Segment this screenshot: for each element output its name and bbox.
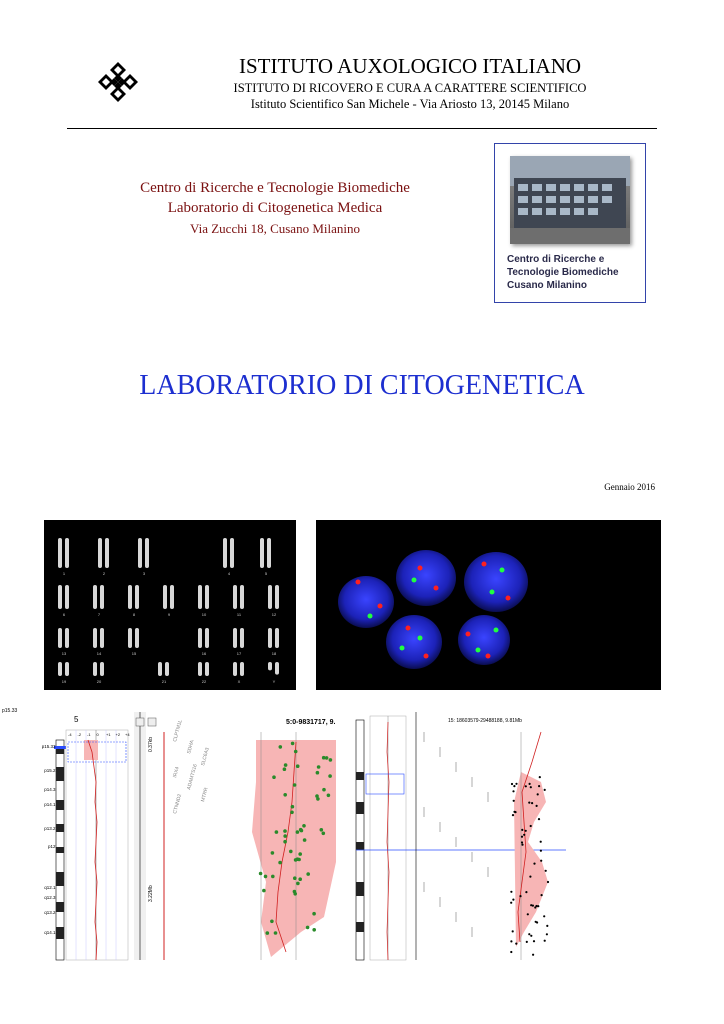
probe-point — [525, 785, 527, 787]
nucleus-4 — [386, 615, 442, 669]
chromosome-pair-Y — [268, 662, 279, 675]
probe-point — [299, 828, 303, 832]
chromosome-label-17: 17 — [236, 651, 242, 656]
probe-point — [514, 811, 516, 813]
probe-point — [327, 794, 331, 798]
chromosome-pair-1 — [58, 538, 69, 568]
band-label-p14.1: p14.1 — [44, 802, 56, 807]
probe-point — [283, 834, 287, 838]
probe-point — [262, 889, 266, 893]
chromosome-label-7: 7 — [97, 612, 101, 617]
chromosome-pair-14 — [93, 628, 104, 648]
band-label-p12: p12 — [47, 844, 56, 849]
array-cgh-plot-chr15 — [356, 712, 566, 960]
chromosome-label-3: 3 — [142, 571, 146, 576]
probe-point — [312, 928, 316, 932]
probe-point — [521, 844, 523, 846]
chromosome-label-10: 10 — [201, 612, 207, 617]
probe-point — [283, 767, 287, 771]
probe-point — [512, 814, 514, 816]
probe-point — [533, 940, 535, 942]
probe-point — [279, 745, 283, 749]
probe-point — [531, 802, 533, 804]
probe-point — [515, 783, 517, 785]
karyotype-chromosomes — [44, 520, 296, 690]
chromosome-label-20: 20 — [96, 679, 102, 684]
probe-point — [540, 860, 542, 862]
array-chromosome-label: 5 — [74, 715, 79, 724]
probe-point — [264, 875, 268, 879]
array2-position-label: 15: 18603579-29488188, 9.81Mb — [448, 718, 522, 724]
building-photo-card — [494, 143, 646, 303]
probe-point — [302, 824, 306, 828]
chromosome-label-11: 11 — [236, 612, 242, 617]
probe-point — [306, 872, 310, 876]
probe-point — [283, 793, 287, 797]
probe-point — [546, 925, 548, 927]
axis-tick-1: -2 — [77, 732, 82, 737]
probe-point — [325, 756, 329, 760]
chromosome-pair-18 — [268, 628, 279, 648]
chromosome-label-6: 6 — [62, 612, 66, 617]
nucleus-1 — [338, 576, 394, 628]
chromosome-pair-12 — [268, 585, 279, 609]
probe-point — [513, 800, 515, 802]
probe-point — [530, 904, 532, 906]
probe-point — [519, 895, 521, 897]
chromosome-label-Y: Y — [272, 679, 276, 684]
chromosome-pair-4 — [223, 538, 234, 568]
probe-point — [274, 931, 278, 935]
chromosome-label-5: 5 — [264, 571, 268, 576]
document-title: LABORATORIO DI CITOGENETICA — [139, 370, 585, 401]
gene-label-IRX4: IRX4 — [172, 766, 181, 779]
probe-point — [270, 920, 274, 924]
institute-address: Istituto Scientifico San Michele - Via Ariosto 13, 20145 Milano — [250, 97, 570, 111]
probe-point — [521, 829, 523, 831]
probe-point — [528, 933, 530, 935]
probe-point — [540, 850, 542, 852]
array-plot-2 — [356, 712, 566, 960]
probe-point — [541, 894, 543, 896]
band-label-p13.2: p13.2 — [44, 826, 56, 831]
chromosome-pair-X — [233, 662, 244, 676]
array-cgh-plot-chr5 — [2, 708, 346, 960]
chromosome-pair-22 — [198, 662, 209, 676]
gene-label-CTNND2: CTNND2 — [172, 793, 184, 815]
probe-point — [284, 763, 288, 767]
axis-tick-5: +2 — [115, 732, 121, 737]
probe-point — [322, 832, 326, 836]
array-position-label: 5:0-9831717, 9. — [286, 719, 336, 726]
probe-point — [512, 899, 514, 901]
probe-point — [328, 774, 332, 778]
gene-label-SLC6A3: SLC6A3 — [200, 746, 211, 767]
probe-point — [315, 794, 319, 798]
chromosome-pair-17 — [233, 628, 244, 648]
probe-point — [539, 776, 541, 778]
chromosome-label-2: 2 — [102, 571, 106, 576]
chromosome-label-8: 8 — [132, 612, 136, 617]
chromosome-label-22: 22 — [201, 679, 207, 684]
lab-name: Laboratorio di Citogenetica Medica — [167, 200, 383, 216]
chromosome-pair-20 — [93, 662, 104, 676]
gene-label-MTRR: MTRR — [200, 787, 210, 803]
probe-point — [510, 940, 512, 942]
probe-point — [271, 875, 275, 879]
institute-logo-icon — [96, 60, 140, 104]
probe-point — [512, 790, 514, 792]
chromosome-pair-21 — [158, 662, 169, 676]
nucleus-2 — [396, 550, 456, 606]
probe-point — [293, 876, 297, 880]
chromosome-label-1: 1 — [62, 571, 66, 576]
probe-point — [547, 881, 549, 883]
chromosome-pair-5 — [260, 538, 271, 568]
axis-tick-3: 0 — [96, 732, 99, 737]
chromosome-label-16: 16 — [201, 651, 207, 656]
probe-point — [291, 742, 295, 746]
probe-point — [521, 841, 523, 843]
centre-name: Centro di Ricerche e Tecnologie Biomediche — [140, 180, 410, 196]
nucleus-5 — [458, 615, 510, 665]
probe-point — [283, 829, 287, 833]
probe-point — [530, 825, 532, 827]
band-label-q12.1: q12.1 — [44, 885, 56, 890]
probe-point — [296, 882, 300, 886]
probe-point — [526, 941, 528, 943]
chromosome-label-4: 4 — [227, 571, 231, 576]
nucleus-3 — [464, 552, 528, 612]
chromosome-label-X: X — [237, 679, 241, 684]
probe-point — [293, 890, 297, 894]
chromosome-label-13: 13 — [61, 651, 67, 656]
axis-tick-6: +4 — [125, 732, 130, 737]
chromosome-label-19: 19 — [61, 679, 67, 684]
header-divider — [67, 128, 657, 129]
probe-point — [540, 841, 542, 843]
probe-point — [546, 933, 548, 935]
institute-subtitle: ISTITUTO DI RICOVERO E CURA A CARATTERE SCIENTIFICO — [233, 81, 587, 95]
zoom-in-icon[interactable] — [136, 718, 144, 726]
probe-point — [320, 828, 324, 832]
chromosome-label-21: 21 — [161, 679, 167, 684]
band-label-p15.33: p15.33 — [41, 744, 56, 749]
probe-point — [529, 783, 531, 785]
probe-point — [291, 805, 295, 809]
document-date: Gennaio 2016 — [604, 482, 655, 492]
probe-point — [303, 838, 307, 842]
gene-label-CLPTM1L: CLPTM1L — [172, 719, 184, 743]
probe-point — [532, 954, 534, 956]
karyotype-image — [44, 520, 296, 690]
probe-point — [511, 783, 513, 785]
chromosome-label-12: 12 — [271, 612, 277, 617]
chromosome-pair-10 — [198, 585, 209, 609]
probe-point — [523, 834, 525, 836]
probe-point — [527, 913, 529, 915]
probe-point — [283, 840, 287, 844]
band-label-p15.2: p15.2 — [44, 768, 56, 773]
chromosome-pair-2 — [98, 538, 109, 568]
chromosome-pair-8 — [128, 585, 139, 609]
probe-point — [306, 926, 310, 930]
chromosome-label-9: 9 — [167, 612, 171, 617]
building-photo — [510, 156, 630, 244]
probe-point — [536, 805, 538, 807]
probe-point — [293, 783, 297, 787]
probe-point — [271, 851, 275, 855]
zoom-out-icon[interactable] — [148, 718, 156, 726]
probe-point — [278, 861, 282, 865]
probe-point — [545, 870, 547, 872]
probe-point — [537, 905, 539, 907]
array-plot-1 — [2, 708, 346, 960]
chromosome-pair-13 — [58, 628, 69, 648]
probe-point — [528, 802, 530, 804]
probe-point — [316, 771, 320, 775]
probe-point — [296, 764, 300, 768]
band-label-q14.1: q14.1 — [44, 930, 56, 935]
chromosome-label-14: 14 — [96, 651, 102, 656]
axis-tick-4: +1 — [106, 732, 111, 737]
axis-tick-2: -1 — [87, 732, 91, 737]
building-illustration — [510, 156, 630, 244]
chromosome-label-18: 18 — [271, 651, 277, 656]
chromosome-pair-6 — [58, 585, 69, 609]
probe-point — [298, 877, 302, 881]
probe-point — [535, 921, 537, 923]
band-label-q12.3: q12.3 — [44, 895, 56, 900]
probe-point — [312, 912, 316, 916]
probe-point — [510, 891, 512, 893]
probe-point — [512, 930, 514, 932]
lab-address: Via Zucchi 18, Cusano Milanino — [190, 221, 360, 236]
probe-point — [510, 951, 512, 953]
probe-point — [296, 830, 300, 834]
probe-point — [530, 935, 532, 937]
gene-label-SDHA: SDHA — [186, 739, 196, 755]
probe-point — [329, 758, 333, 762]
band-label-p14.3: p14.3 — [44, 787, 56, 792]
probe-point — [544, 789, 546, 791]
probe-point — [275, 830, 279, 834]
probe-point — [322, 788, 326, 792]
probe-point — [525, 891, 527, 893]
chromosome-pair-19 — [58, 662, 69, 676]
photo-caption-line3: Cusano Milanino — [507, 280, 587, 291]
probe-point — [298, 852, 302, 856]
probe-point — [510, 902, 512, 904]
chromosome-pair-7 — [93, 585, 104, 609]
institute-name: ISTITUTO AUXOLOGICO ITALIANO — [238, 54, 582, 78]
probe-point — [272, 775, 276, 779]
probe-point — [529, 876, 531, 878]
chromosome-pair-3 — [138, 538, 149, 568]
axis-tick-0: -4 — [68, 732, 72, 737]
probe-point — [538, 785, 540, 787]
array-scale-top: 0.37kb — [148, 736, 154, 752]
probe-point — [544, 940, 546, 942]
probe-point — [297, 858, 301, 862]
fish-nuclei-image — [316, 520, 661, 690]
chromosome-pair-15 — [128, 628, 139, 648]
band-label-0: p15.33 — [2, 708, 18, 714]
fish-nuclei — [316, 520, 661, 690]
probe-point — [521, 836, 523, 838]
probe-point — [513, 785, 515, 787]
probe-point — [543, 915, 545, 917]
probe-point — [530, 786, 532, 788]
chromosome-label-15: 15 — [131, 651, 137, 656]
probe-point — [290, 811, 294, 815]
probe-point — [317, 765, 321, 769]
array-scale-mid: 3.22Mb — [148, 885, 154, 902]
chromosome-pair-11 — [233, 585, 244, 609]
photo-caption-line2: Tecnologie Biomediche — [507, 267, 619, 278]
probe-point — [266, 931, 270, 935]
gene-label-ADAMTS16: ADAMTS16 — [186, 763, 199, 791]
chromosome-pair-16 — [198, 628, 209, 648]
chromosome-pair-9 — [163, 585, 174, 609]
probe-point — [525, 830, 527, 832]
probe-point — [533, 863, 535, 865]
probe-point — [259, 872, 263, 876]
probe-point — [515, 943, 517, 945]
probe-point — [538, 818, 540, 820]
band-label-q13.2: q13.2 — [44, 910, 56, 915]
probe-point — [289, 850, 293, 854]
probe-point — [537, 793, 539, 795]
probe-point — [294, 750, 298, 754]
photo-caption-line1: Centro di Ricerche e — [507, 254, 605, 265]
